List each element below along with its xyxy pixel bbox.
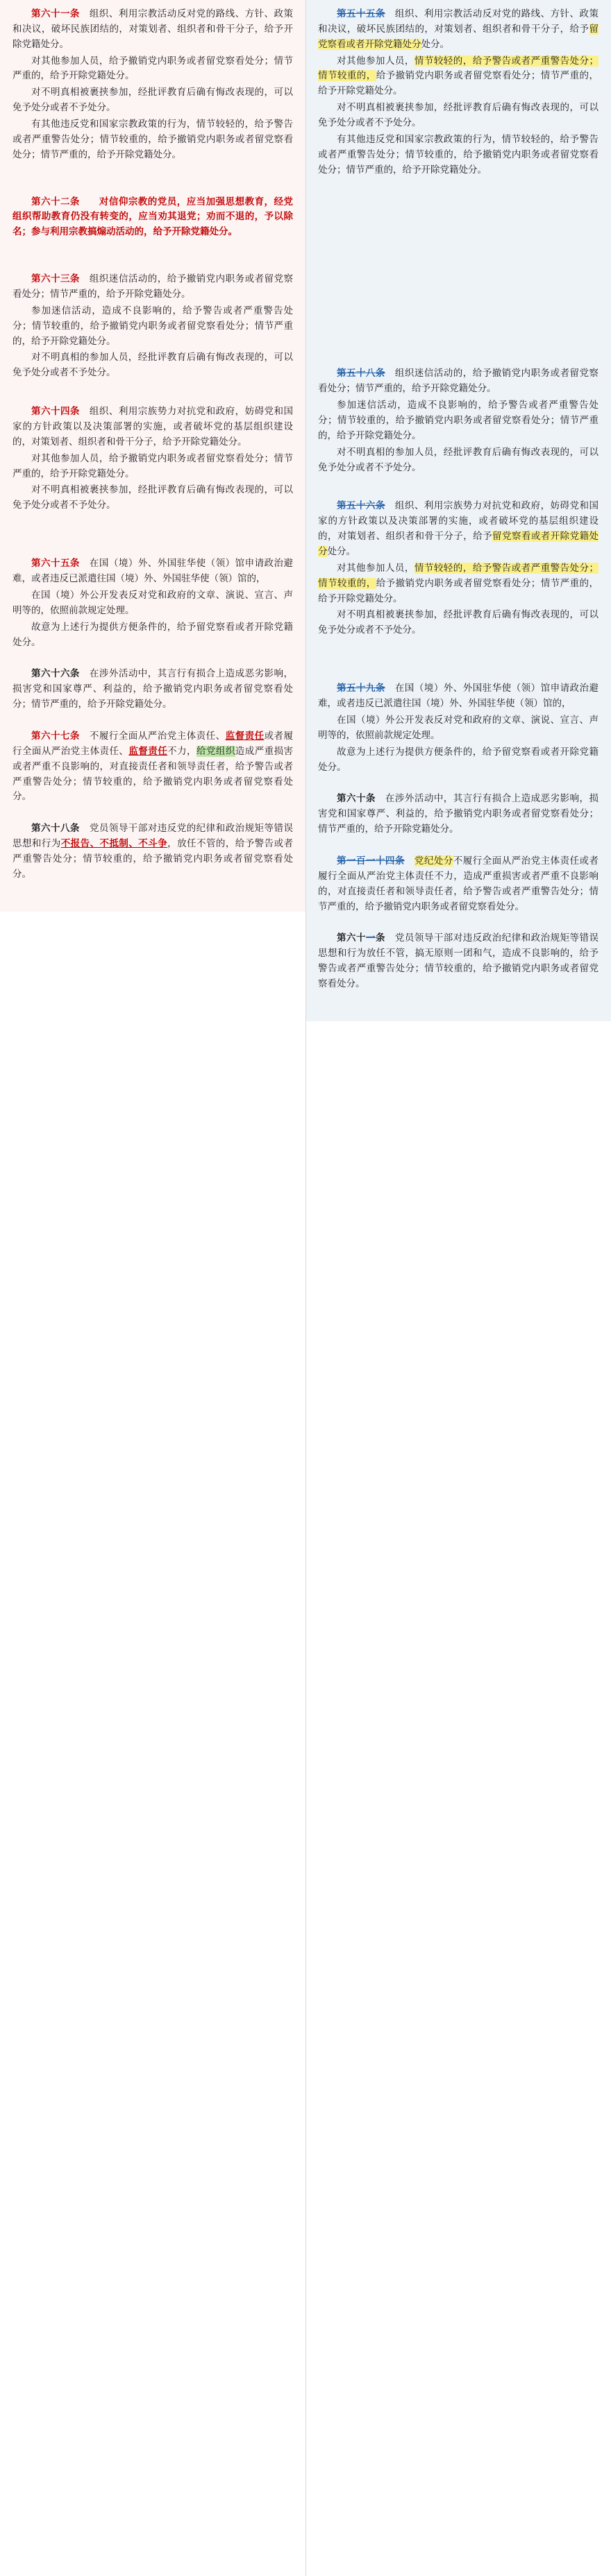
article-number: 第五十八条 xyxy=(337,368,385,379)
highlight-punishment-3: 留党察看或者开除党籍处分 xyxy=(318,531,599,558)
article-63: 第六十三条 组织迷信活动的，给予撤销党内职务或者留党察看处分；情节严重的，给予开除党籍处分。 参加迷信活动，造成不良影响的，给予警告或者严重警告处分；情节较重的，给予撤销党内职务或者留党察看处分；情节严重的，给予开除党籍处分。 对不明真相的参加人员，经批评教育后确有悔改表现的，可以免予处分或者不予处分。 xyxy=(12,273,294,379)
highlight-punishment-1: 留党察看或者开除党籍处分 xyxy=(318,23,599,50)
article-number: 第六十一条 xyxy=(31,8,80,19)
article-number: 第六十条 xyxy=(337,793,376,805)
article-number: 第六十三条 xyxy=(31,273,80,285)
article-68: 第六十八条 党员领导干部对违反党的纪律和政治规矩等错误思想和行为不报告、不抵制、不斗争，放任不管的，给予警告或者严重警告处分；情节较重的，给予撤销党内职务或者留党察看处分。 xyxy=(12,823,294,880)
article-61-old: 第六十一条 党员领导干部对违反政治纪律和政治规矩等错误思想和行为放任不管，搞无原则一团和气，造成不良影响的，给予警告或者严重警告处分；情节较重的，给予撤销党内职务或者留党察看处分。 xyxy=(318,932,599,989)
article-number: 第六十一条 xyxy=(337,932,385,944)
article-66: 第六十六条 在涉外活动中，其言行有损合上造成恶劣影响，损害党和国家尊严、利益的，给予撤销党内职务或者留党察看处分；情节严重的，给予开除党籍处分。 xyxy=(12,668,294,710)
article-55: 第五十五条 组织、利用宗教活动反对党的路线、方针、政策和决议，破坏民族团结的，对策划者、组织者和骨干分子，给予留党察看或者开除党籍处分处分。 对其他参加人员，情节较轻的，给予警告或者严重警告处分；情节较重的，给予撤销党内职务或者留党察看处分；情节严重的，给予开除党籍处分。 对不明真相被裹挟参加，经批评教育后确有悔改表现的，可以免予处分或者不予处分。 有其他违反党和国家宗教政策的行为，情节较轻的，给予警告或者严重警告处分；情节较重的，给予撤销党内职务或者留党察看处分；情节严重的，给予开除党籍处分。 xyxy=(318,8,599,176)
article-114: 第一百一十四条 党纪处分不履行全面从严治党主体责任或者履行全面从严治党主体责任不力，造成严重损害或者严重不良影响的，对直接责任者和领导责任者，给予警告或者严重警告处分；情节严重的，给予撤销党内职务或者留党察看处分。 xyxy=(318,855,599,912)
article-number: 第五十五条 xyxy=(337,8,385,19)
article-61: 第六十一条 组织、利用宗教活动反对党的路线、方针、政策和决议，破坏民族团结的，对策划者、组织者和骨干分子，给予开除党籍处分。 对其他参加人员，给予撤销党内职务或者留党察看处分；情节严重的，给予开除党籍处分。 对不明真相被裹挟参加，经批评教育后确有悔改表现的，可以免予处分或者不予处分。 有其他违反党和国家宗教政策的行为，情节较轻的，给予警告或者严重警告处分；情节较重的，给予撤销党内职务或者留党察看处分；情节严重的，给予开除党籍处分。 xyxy=(12,8,294,160)
highlight-party-discipline: 党纪处分 xyxy=(414,855,453,867)
marked-term-supervisory-duty-2: 监督责任 xyxy=(128,745,168,757)
highlight-punishment-2: 情节较轻的，给予警告或者严重警告处分；情节较重的， xyxy=(318,55,599,82)
highlight-punishment-4: 情节较轻的，给予警告或者严重警告处分；情节较重的， xyxy=(318,562,599,589)
article-number: 第六十六条 xyxy=(31,668,80,680)
article-60: 第六十条 在涉外活动中，其言行有损合上造成恶劣影响，损害党和国家尊严、利益的，给予撤销党内职务或者留党察看处分；情节严重的，给予开除党籍处分。 xyxy=(318,793,599,835)
article-number: 第六十八条 xyxy=(31,823,80,835)
blank-gap-1 xyxy=(318,193,599,366)
article-58: 第五十八条 组织迷信活动的，给予撤销党内职务或者留党察看处分；情节严重的，给予开除党籍处分。 参加迷信活动，造成不良影响的，给予警告或者严重警告处分；情节较重的，给予撤销党内职务或者留党察看处分；情节严重的，给予开除党籍处分。 对不明真相的参加人员，经批评教育后确有悔改表现的，可以免予处分或者不予处分。 xyxy=(318,368,599,473)
article-67: 第六十七条 不履行全面从严治党主体责任、监督责任或者履行全面从严治党主体责任、监督责任不力，给党组织造成严重损害或者严重不良影响的，对直接责任者和领导责任者，给予警告或者严重警告处分；情节较重的，给予撤销党内职务或者留党察看处分。 xyxy=(12,730,294,803)
article-64: 第六十四条 组织、利用宗族势力对抗党和政府，妨碍党和国家的方针政策以及决策部署的实施，或者破坏党的基层组织建设的，对策划者、组织者和骨干分子，给予开除党籍处分。 对其他参加人员，给予撤销党内职务或者留党察看处分；情节严重的，给予开除党籍处分。 对不明真相被裹挟参加，经批评教育后确有悔改表现的，可以免予处分或者不予处分。 xyxy=(12,406,294,511)
article-65: 第六十五条 在国（境）外、外国驻华使（领）馆申请政治避难，或者违反已派遣往国（境）外、外国驻华使（领）馆的， 在国（境）外公开发表反对党和政府的文章、演说、宣言、声明等的，依照前款规定处理。 故意为上述行为提供方便条件的，给予留党察看或者开除党籍处分。 xyxy=(12,558,294,648)
article-number: 第六十七条 xyxy=(31,730,80,742)
article-number: 第六十五条 xyxy=(31,558,80,570)
left-column-new-regulation xyxy=(0,0,306,912)
marked-term-supervisory-duty: 监督责任 xyxy=(225,730,265,742)
article-59: 第五十九条 在国（境）外、外国驻华使（领）馆申请政治避难，或者违反已派遣往国（境）外、外国驻华使（领）馆的， 在国（境）外公开发表反对党和政府的文章、演说、宣言、声明等的，依照前款规定处理。 故意为上述行为提供方便条件的，给予留党察看或者开除党籍处分。 xyxy=(318,683,599,773)
article-number: 第六十二条 xyxy=(31,196,80,207)
article-62: 第六十二条 对信仰宗教的党员，应当加强思想教育，经党组织帮助教育仍没有转变的，应当劝其退党；劝而不退的，予以除名；参与利用宗教搞煽动活动的，给予开除党籍处分。 xyxy=(12,196,294,238)
article-56: 第五十六条 组织、利用宗族势力对抗党和政府，妨碍党和国家的方针政策以及决策部署的实施，或者破坏党的基层组织建设的，对策划者、组织者和骨干分子，给予留党察看或者开除党籍处分处分。 对其他参加人员，情节较轻的，给予警告或者严重警告处分；情节较重的，给予撤销党内职务或者留党察看处分；情节严重的，给予开除党籍处分。 对不明真相被裹挟参加，经批评教育后确有悔改表现的，可以免予处分或者不予处分。 xyxy=(318,500,599,636)
article-number: 第六十四条 xyxy=(31,406,80,418)
article-number: 第五十九条 xyxy=(337,683,385,694)
highlight-party-organization: 给党组织 xyxy=(196,745,235,757)
article-number: 第五十六条 xyxy=(337,500,385,512)
marked-term-no-report-resist-fight: 不报告、不抵制、不斗争 xyxy=(60,838,168,850)
right-column-old-regulation xyxy=(306,0,611,1021)
article-number: 第一百一十四条 xyxy=(337,855,405,867)
